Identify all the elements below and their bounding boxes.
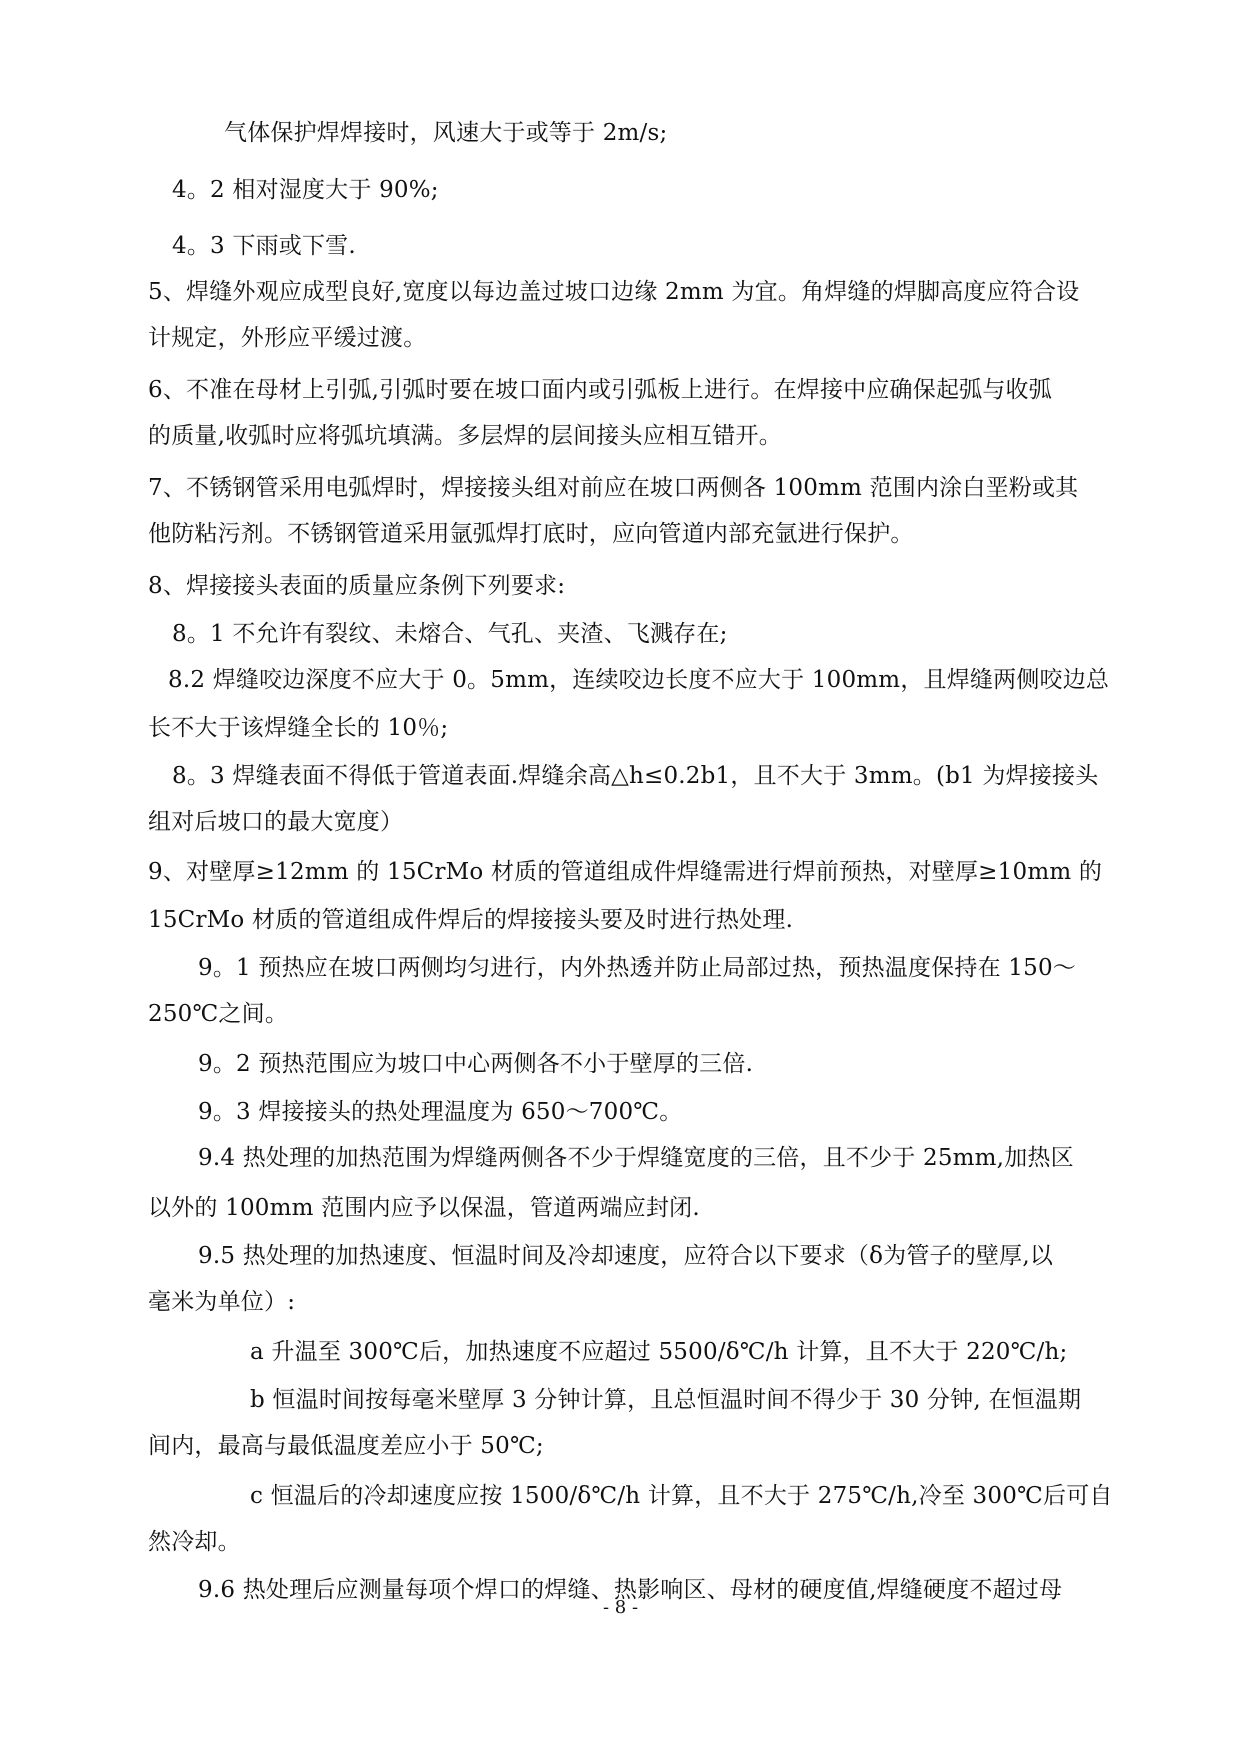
text-line: 5、焊缝外观应成型良好,宽度以每边盖过坡口边缘 2mm 为宜。角焊缝的焊脚高度应符合设 <box>148 279 1080 305</box>
text-line: 9.5 热处理的加热速度、恒温时间及冷却速度，应符合以下要求（δ为管子的壁厚,以 <box>198 1243 1054 1269</box>
text-line: 间内，最高与最低温度差应小于 50℃; <box>148 1433 544 1459</box>
text-line: 4。2 相对湿度大于 90%; <box>172 177 439 203</box>
text-line: c 恒温后的冷却速度应按 1500/δ℃/h 计算，且不大于 275℃/h,冷至 300℃后可自 <box>250 1483 1113 1509</box>
text-line: 7、不锈钢管采用电弧焊时，焊接接头组对前应在坡口两侧各 100mm 范围内涂白垩粉或其 <box>148 475 1079 501</box>
text-line: 8。1 不允许有裂纹、未熔合、气孔、夹渣、飞溅存在; <box>172 621 728 647</box>
text-line: 9。1 预热应在坡口两侧均匀进行，内外热透并防止局部过热，预热温度保持在 150～ <box>198 955 1076 981</box>
text-line: 组对后坡口的最大宽度） <box>148 809 404 835</box>
text-line: 6、不准在母材上引弧,引弧时要在坡口面内或引弧板上进行。在焊接中应确保起弧与收弧 <box>148 377 1052 403</box>
text-line: 15CrMo 材质的管道组成件焊后的焊接接头要及时进行热处理. <box>148 907 794 933</box>
text-line: 9。3 焊接接头的热处理温度为 650～700℃。 <box>198 1099 683 1125</box>
text-line: 9.4 热处理的加热范围为焊缝两侧各不少于焊缝宽度的三倍，且不少于 25mm,加热区 <box>198 1145 1074 1171</box>
text-line: 长不大于该焊缝全长的 10％; <box>148 715 449 741</box>
text-line: 9、对壁厚≥12mm 的 15CrMo 材质的管道组成件焊缝需进行焊前预热，对壁厚≥10mm 的 <box>148 859 1103 885</box>
text-line: 毫米为单位）: <box>148 1289 296 1315</box>
text-line: 然冷却。 <box>148 1529 241 1555</box>
page-number: - 8 - <box>602 1597 639 1618</box>
text-line: 他防粘污剂。不锈钢管道采用氩弧焊打底时，应向管道内部充氩进行保护。 <box>148 521 914 547</box>
text-line: 8、焊接接头表面的质量应条例下列要求: <box>148 573 566 599</box>
text-line: 气体保护焊焊接时，风速大于或等于 2m/s; <box>224 120 668 146</box>
text-line: 以外的 100mm 范围内应予以保温，管道两端应封闭. <box>148 1195 700 1221</box>
text-line: 8。3 焊缝表面不得低于管道表面.焊缝余高△h≤0.2b1，且不大于 3mm。(b1 为焊接接头 <box>172 763 1099 789</box>
text-line: 9。2 预热范围应为坡口中心两侧各不小于壁厚的三倍. <box>198 1051 754 1077</box>
text-line: 9.6 热处理后应测量每项个焊口的焊缝、热影响区、母材的硬度值,焊缝硬度不超过母 <box>198 1577 1063 1603</box>
text-line: a 升温至 300℃后，加热速度不应超过 5500/δ℃/h 计算，且不大于 220℃/h; <box>250 1339 1068 1365</box>
text-line: 计规定，外形应平缓过渡。 <box>148 325 427 351</box>
text-line: 4。3 下雨或下雪. <box>172 233 356 259</box>
text-line: 8.2 焊缝咬边深度不应大于 0。5mm，连续咬边长度不应大于 100mm，且焊缝两侧咬边总 <box>168 667 1110 693</box>
text-line: 的质量,收弧时应将弧坑填满。多层焊的层间接头应相互错开。 <box>148 423 782 449</box>
text-line: b 恒温时间按每毫米壁厚 3 分钟计算，且总恒温时间不得少于 30 分钟, 在恒温期 <box>250 1387 1082 1413</box>
text-line: 250℃之间。 <box>148 1001 289 1027</box>
